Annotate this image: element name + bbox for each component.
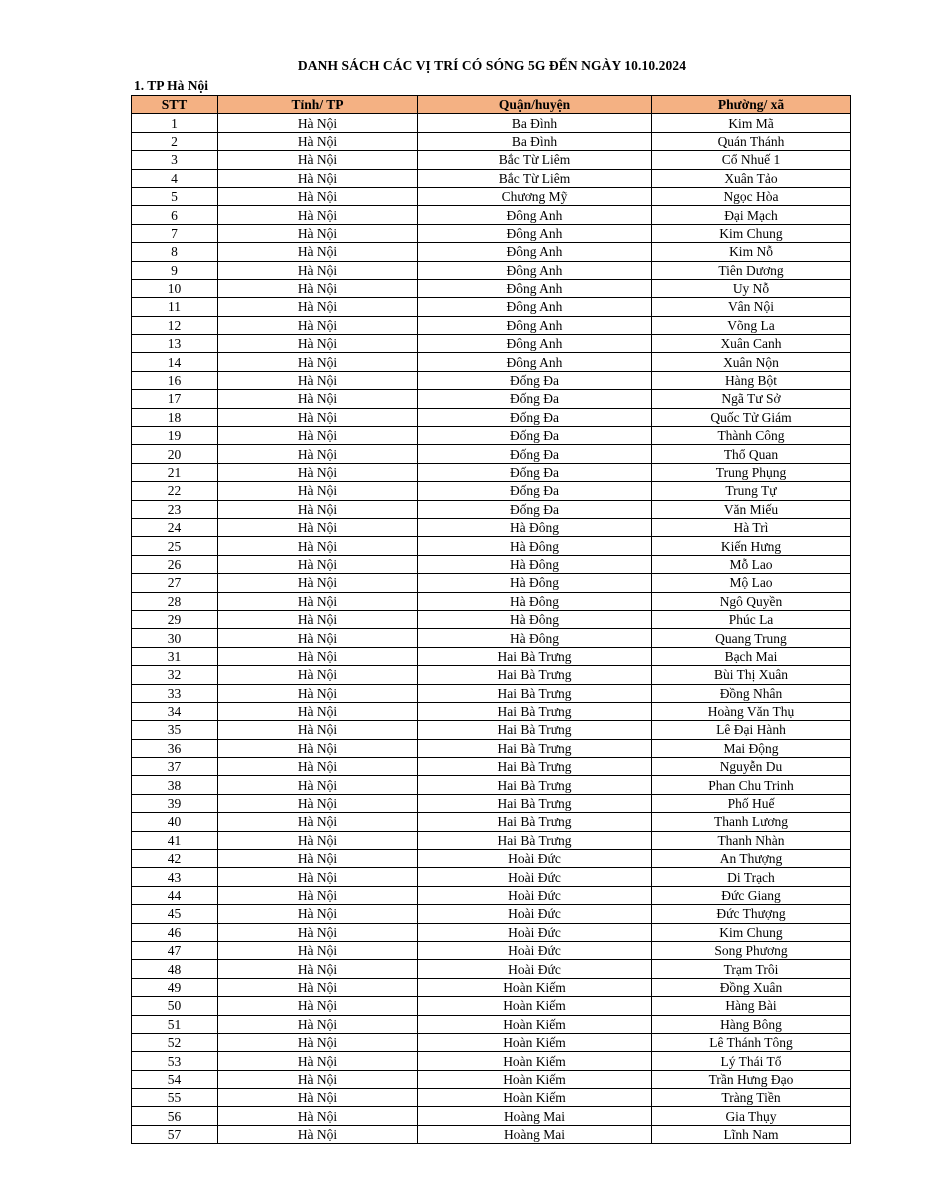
cell-ward: Trung Tự xyxy=(652,482,851,500)
header-stt: STT xyxy=(132,96,218,114)
cell-province: Hà Nội xyxy=(218,353,418,371)
cell-stt: 35 xyxy=(132,721,218,739)
cell-province: Hà Nội xyxy=(218,261,418,279)
table-row xyxy=(132,905,851,923)
table-row xyxy=(132,537,851,555)
table-row xyxy=(132,298,851,316)
cell-province: Hà Nội xyxy=(218,647,418,665)
cell-district: Hai Bà Trưng xyxy=(418,758,652,776)
cell-stt: 37 xyxy=(132,758,218,776)
cell-district: Bắc Từ Liêm xyxy=(418,169,652,187)
cell-stt: 57 xyxy=(132,1125,218,1143)
cell-ward: Đức Thượng xyxy=(652,905,851,923)
cell-district: Hai Bà Trưng xyxy=(418,794,652,812)
cell-stt: 18 xyxy=(132,408,218,426)
cell-district: Hoài Đức xyxy=(418,868,652,886)
cell-province: Hà Nội xyxy=(218,279,418,297)
document-title: DANH SÁCH CÁC VỊ TRÍ CÓ SÓNG 5G ĐẾN NGÀY 10.10.2024 xyxy=(297,58,687,73)
cell-ward: Bùi Thị Xuân xyxy=(652,666,851,684)
table-row xyxy=(132,132,851,150)
cell-stt: 54 xyxy=(132,1070,218,1088)
cell-stt: 20 xyxy=(132,445,218,463)
cell-district: Đống Đa xyxy=(418,463,652,481)
cell-stt: 19 xyxy=(132,427,218,445)
table-row xyxy=(132,629,851,647)
table-row xyxy=(132,482,851,500)
cell-stt: 2 xyxy=(132,132,218,150)
cell-ward: Hàng Bài xyxy=(652,997,851,1015)
cell-province: Hà Nội xyxy=(218,169,418,187)
cell-ward: Phố Huế xyxy=(652,794,851,812)
cell-district: Hoàng Mai xyxy=(418,1107,652,1125)
cell-district: Đông Anh xyxy=(418,353,652,371)
cell-province: Hà Nội xyxy=(218,1015,418,1033)
cell-ward: Xuân Canh xyxy=(652,335,851,353)
cell-stt: 13 xyxy=(132,335,218,353)
cell-stt: 6 xyxy=(132,206,218,224)
table-row xyxy=(132,831,851,849)
cell-district: Đông Anh xyxy=(418,335,652,353)
cell-province: Hà Nội xyxy=(218,206,418,224)
cell-ward: Quốc Tử Giám xyxy=(652,408,851,426)
cell-ward: Lê Thánh Tông xyxy=(652,1033,851,1051)
cell-stt: 22 xyxy=(132,482,218,500)
cell-stt: 31 xyxy=(132,647,218,665)
cell-stt: 10 xyxy=(132,279,218,297)
cell-stt: 5 xyxy=(132,187,218,205)
table-row xyxy=(132,1015,851,1033)
cell-ward: Đồng Xuân xyxy=(652,978,851,996)
cell-stt: 50 xyxy=(132,997,218,1015)
cell-stt: 56 xyxy=(132,1107,218,1125)
table-row xyxy=(132,335,851,353)
cell-province: Hà Nội xyxy=(218,794,418,812)
table-row xyxy=(132,427,851,445)
cell-province: Hà Nội xyxy=(218,243,418,261)
cell-ward: Mai Động xyxy=(652,739,851,757)
cell-province: Hà Nội xyxy=(218,868,418,886)
cell-stt: 49 xyxy=(132,978,218,996)
cell-stt: 7 xyxy=(132,224,218,242)
cell-stt: 44 xyxy=(132,886,218,904)
cell-stt: 4 xyxy=(132,169,218,187)
cell-ward: Trung Phụng xyxy=(652,463,851,481)
table-row xyxy=(132,555,851,573)
cell-stt: 45 xyxy=(132,905,218,923)
cell-province: Hà Nội xyxy=(218,187,418,205)
table-row xyxy=(132,390,851,408)
cell-ward: Thành Công xyxy=(652,427,851,445)
cell-province: Hà Nội xyxy=(218,500,418,518)
cell-province: Hà Nội xyxy=(218,316,418,334)
cell-ward: Ngã Tư Sở xyxy=(652,390,851,408)
table-row xyxy=(132,1125,851,1143)
cell-province: Hà Nội xyxy=(218,1125,418,1143)
cell-stt: 28 xyxy=(132,592,218,610)
cell-province: Hà Nội xyxy=(218,1052,418,1070)
table-row xyxy=(132,997,851,1015)
table-row xyxy=(132,702,851,720)
cell-ward: Cổ Nhuế 1 xyxy=(652,151,851,169)
cell-ward: Đồng Nhân xyxy=(652,684,851,702)
cell-district: Đống Đa xyxy=(418,390,652,408)
cell-stt: 21 xyxy=(132,463,218,481)
cell-ward: Mỗ Lao xyxy=(652,555,851,573)
cell-district: Hà Đông xyxy=(418,592,652,610)
table-row xyxy=(132,610,851,628)
table-row xyxy=(132,960,851,978)
cell-district: Đông Anh xyxy=(418,298,652,316)
cell-ward: Ngọc Hòa xyxy=(652,187,851,205)
cell-stt: 47 xyxy=(132,941,218,959)
cell-province: Hà Nội xyxy=(218,997,418,1015)
cell-province: Hà Nội xyxy=(218,151,418,169)
cell-province: Hà Nội xyxy=(218,666,418,684)
cell-stt: 46 xyxy=(132,923,218,941)
cell-district: Đông Anh xyxy=(418,224,652,242)
cell-ward: Đại Mạch xyxy=(652,206,851,224)
cell-stt: 14 xyxy=(132,353,218,371)
cell-province: Hà Nội xyxy=(218,813,418,831)
cell-province: Hà Nội xyxy=(218,592,418,610)
table-row xyxy=(132,574,851,592)
cell-ward: Kim Chung xyxy=(652,923,851,941)
cell-district: Hoàn Kiếm xyxy=(418,1052,652,1070)
table-row xyxy=(132,1033,851,1051)
cell-province: Hà Nội xyxy=(218,610,418,628)
cell-ward: Phan Chu Trinh xyxy=(652,776,851,794)
cell-stt: 43 xyxy=(132,868,218,886)
table-row xyxy=(132,243,851,261)
header-ward: Phường/ xã xyxy=(652,96,851,114)
cell-province: Hà Nội xyxy=(218,702,418,720)
cell-ward: Nguyễn Du xyxy=(652,758,851,776)
cell-stt: 23 xyxy=(132,500,218,518)
cell-province: Hà Nội xyxy=(218,905,418,923)
cell-district: Hai Bà Trưng xyxy=(418,776,652,794)
cell-stt: 42 xyxy=(132,850,218,868)
cell-district: Hà Đông xyxy=(418,537,652,555)
cell-stt: 48 xyxy=(132,960,218,978)
cell-ward: Văn Miếu xyxy=(652,500,851,518)
cell-province: Hà Nội xyxy=(218,1033,418,1051)
cell-ward: Quán Thánh xyxy=(652,132,851,150)
cell-province: Hà Nội xyxy=(218,886,418,904)
cell-ward: Hàng Bông xyxy=(652,1015,851,1033)
table-row xyxy=(132,224,851,242)
cell-province: Hà Nội xyxy=(218,463,418,481)
cell-province: Hà Nội xyxy=(218,629,418,647)
cell-province: Hà Nội xyxy=(218,298,418,316)
cell-district: Hoài Đức xyxy=(418,905,652,923)
cell-province: Hà Nội xyxy=(218,445,418,463)
cell-district: Chương Mỹ xyxy=(418,187,652,205)
cell-district: Hoài Đức xyxy=(418,941,652,959)
cell-district: Hoàn Kiếm xyxy=(418,978,652,996)
cell-province: Hà Nội xyxy=(218,721,418,739)
cell-stt: 36 xyxy=(132,739,218,757)
table-row xyxy=(132,684,851,702)
cell-district: Đống Đa xyxy=(418,482,652,500)
cell-province: Hà Nội xyxy=(218,850,418,868)
cell-province: Hà Nội xyxy=(218,408,418,426)
cell-province: Hà Nội xyxy=(218,1070,418,1088)
table-row xyxy=(132,592,851,610)
cell-province: Hà Nội xyxy=(218,427,418,445)
cell-district: Hoàn Kiếm xyxy=(418,1033,652,1051)
cell-stt: 39 xyxy=(132,794,218,812)
cell-district: Hoài Đức xyxy=(418,960,652,978)
cell-stt: 11 xyxy=(132,298,218,316)
cell-stt: 29 xyxy=(132,610,218,628)
cell-stt: 53 xyxy=(132,1052,218,1070)
table-row xyxy=(132,518,851,536)
cell-stt: 12 xyxy=(132,316,218,334)
cell-ward: Kim Chung xyxy=(652,224,851,242)
table-row xyxy=(132,850,851,868)
cell-ward: Ngô Quyền xyxy=(652,592,851,610)
cell-district: Đống Đa xyxy=(418,445,652,463)
cell-province: Hà Nội xyxy=(218,776,418,794)
cell-ward: Di Trạch xyxy=(652,868,851,886)
cell-province: Hà Nội xyxy=(218,684,418,702)
table-row xyxy=(132,206,851,224)
cell-province: Hà Nội xyxy=(218,518,418,536)
cell-province: Hà Nội xyxy=(218,941,418,959)
cell-district: Hoàn Kiếm xyxy=(418,1070,652,1088)
cell-province: Hà Nội xyxy=(218,1107,418,1125)
table-row xyxy=(132,1089,851,1107)
cell-stt: 51 xyxy=(132,1015,218,1033)
header-district: Quận/huyện xyxy=(418,96,652,114)
cell-province: Hà Nội xyxy=(218,537,418,555)
cell-district: Hoàn Kiếm xyxy=(418,1015,652,1033)
table-row xyxy=(132,353,851,371)
cell-stt: 32 xyxy=(132,666,218,684)
cell-ward: Hoàng Văn Thụ xyxy=(652,702,851,720)
table-row xyxy=(132,739,851,757)
cell-ward: Tiên Dương xyxy=(652,261,851,279)
cell-stt: 3 xyxy=(132,151,218,169)
cell-district: Hai Bà Trưng xyxy=(418,739,652,757)
cell-province: Hà Nội xyxy=(218,114,418,132)
cell-ward: Võng La xyxy=(652,316,851,334)
cell-province: Hà Nội xyxy=(218,758,418,776)
cell-district: Hà Đông xyxy=(418,518,652,536)
cell-stt: 26 xyxy=(132,555,218,573)
table-header-row xyxy=(132,96,851,114)
cell-stt: 16 xyxy=(132,371,218,389)
cell-ward: Kim Mã xyxy=(652,114,851,132)
cell-district: Đông Anh xyxy=(418,316,652,334)
cell-ward: Thổ Quan xyxy=(652,445,851,463)
table-row xyxy=(132,500,851,518)
cell-stt: 8 xyxy=(132,243,218,261)
cell-ward: Phúc La xyxy=(652,610,851,628)
table-row xyxy=(132,261,851,279)
cell-district: Hoàng Mai xyxy=(418,1125,652,1143)
cell-district: Đông Anh xyxy=(418,206,652,224)
cell-stt: 55 xyxy=(132,1089,218,1107)
table-row xyxy=(132,666,851,684)
cell-province: Hà Nội xyxy=(218,555,418,573)
cell-district: Đống Đa xyxy=(418,408,652,426)
table-row xyxy=(132,886,851,904)
cell-ward: Uy Nỗ xyxy=(652,279,851,297)
cell-stt: 34 xyxy=(132,702,218,720)
table-row xyxy=(132,371,851,389)
cell-district: Hai Bà Trưng xyxy=(418,702,652,720)
cell-ward: Lý Thái Tổ xyxy=(652,1052,851,1070)
cell-ward: Xuân Tảo xyxy=(652,169,851,187)
table-row xyxy=(132,151,851,169)
cell-district: Hà Đông xyxy=(418,574,652,592)
table-row xyxy=(132,758,851,776)
table-row xyxy=(132,1052,851,1070)
cell-district: Hai Bà Trưng xyxy=(418,666,652,684)
table-row xyxy=(132,868,851,886)
table-row xyxy=(132,187,851,205)
cell-province: Hà Nội xyxy=(218,923,418,941)
table-row xyxy=(132,776,851,794)
cell-ward: Trần Hưng Đạo xyxy=(652,1070,851,1088)
cell-province: Hà Nội xyxy=(218,335,418,353)
cell-district: Đông Anh xyxy=(418,279,652,297)
cell-district: Hà Đông xyxy=(418,629,652,647)
cell-ward: Lĩnh Nam xyxy=(652,1125,851,1143)
cell-district: Đông Anh xyxy=(418,261,652,279)
cell-province: Hà Nội xyxy=(218,739,418,757)
table-row xyxy=(132,316,851,334)
cell-district: Hai Bà Trưng xyxy=(418,647,652,665)
cell-ward: Thanh Lương xyxy=(652,813,851,831)
table-row xyxy=(132,1107,851,1125)
table-row xyxy=(132,813,851,831)
cell-ward: Thanh Nhàn xyxy=(652,831,851,849)
cell-ward: Xuân Nộn xyxy=(652,353,851,371)
cell-stt: 33 xyxy=(132,684,218,702)
cell-ward: Quang Trung xyxy=(652,629,851,647)
table-row xyxy=(132,445,851,463)
cell-stt: 40 xyxy=(132,813,218,831)
cell-district: Hai Bà Trưng xyxy=(418,831,652,849)
cell-province: Hà Nội xyxy=(218,978,418,996)
cell-ward: An Thượng xyxy=(652,850,851,868)
cell-stt: 38 xyxy=(132,776,218,794)
cell-district: Hoàn Kiếm xyxy=(418,997,652,1015)
table-row xyxy=(132,647,851,665)
cell-district: Đống Đa xyxy=(418,500,652,518)
cell-stt: 1 xyxy=(132,114,218,132)
cell-province: Hà Nội xyxy=(218,960,418,978)
cell-province: Hà Nội xyxy=(218,1089,418,1107)
cell-stt: 30 xyxy=(132,629,218,647)
table-row xyxy=(132,721,851,739)
cell-stt: 25 xyxy=(132,537,218,555)
table-row xyxy=(132,1070,851,1088)
cell-district: Ba Đình xyxy=(418,132,652,150)
table-row xyxy=(132,923,851,941)
cell-province: Hà Nội xyxy=(218,574,418,592)
cell-district: Bắc Từ Liêm xyxy=(418,151,652,169)
cell-district: Ba Đình xyxy=(418,114,652,132)
table-row xyxy=(132,279,851,297)
cell-ward: Lê Đại Hành xyxy=(652,721,851,739)
cell-district: Đống Đa xyxy=(418,427,652,445)
cell-ward: Gia Thụy xyxy=(652,1107,851,1125)
cell-province: Hà Nội xyxy=(218,224,418,242)
cell-ward: Bạch Mai xyxy=(652,647,851,665)
cell-ward: Vân Nội xyxy=(652,298,851,316)
cell-ward: Song Phương xyxy=(652,941,851,959)
table-row xyxy=(132,463,851,481)
cell-province: Hà Nội xyxy=(218,390,418,408)
cell-ward: Trạm Trôi xyxy=(652,960,851,978)
cell-ward: Hàng Bột xyxy=(652,371,851,389)
cell-district: Hà Đông xyxy=(418,555,652,573)
cell-stt: 17 xyxy=(132,390,218,408)
cell-province: Hà Nội xyxy=(218,132,418,150)
cell-province: Hà Nội xyxy=(218,371,418,389)
table-row xyxy=(132,978,851,996)
locations-table xyxy=(131,95,851,1144)
cell-district: Hà Đông xyxy=(418,610,652,628)
cell-ward: Tràng Tiền xyxy=(652,1089,851,1107)
cell-district: Hoài Đức xyxy=(418,886,652,904)
cell-district: Hai Bà Trưng xyxy=(418,813,652,831)
cell-ward: Kiến Hưng xyxy=(652,537,851,555)
header-province: Tỉnh/ TP xyxy=(218,96,418,114)
cell-district: Hai Bà Trưng xyxy=(418,721,652,739)
table-row xyxy=(132,169,851,187)
cell-province: Hà Nội xyxy=(218,482,418,500)
cell-stt: 27 xyxy=(132,574,218,592)
cell-ward: Kim Nỗ xyxy=(652,243,851,261)
table-row xyxy=(132,941,851,959)
cell-stt: 9 xyxy=(132,261,218,279)
section-heading: 1. TP Hà Nội xyxy=(134,78,209,93)
cell-ward: Hà Trì xyxy=(652,518,851,536)
cell-stt: 52 xyxy=(132,1033,218,1051)
cell-district: Hoài Đức xyxy=(418,923,652,941)
cell-province: Hà Nội xyxy=(218,831,418,849)
table-row xyxy=(132,114,851,132)
cell-ward: Đức Giang xyxy=(652,886,851,904)
cell-district: Hoàn Kiếm xyxy=(418,1089,652,1107)
table-body xyxy=(132,114,851,1144)
cell-district: Hai Bà Trưng xyxy=(418,684,652,702)
cell-district: Đống Đa xyxy=(418,371,652,389)
table-row xyxy=(132,408,851,426)
table-row xyxy=(132,794,851,812)
cell-stt: 41 xyxy=(132,831,218,849)
cell-district: Hoài Đức xyxy=(418,850,652,868)
cell-district: Đông Anh xyxy=(418,243,652,261)
cell-stt: 24 xyxy=(132,518,218,536)
cell-ward: Mộ Lao xyxy=(652,574,851,592)
